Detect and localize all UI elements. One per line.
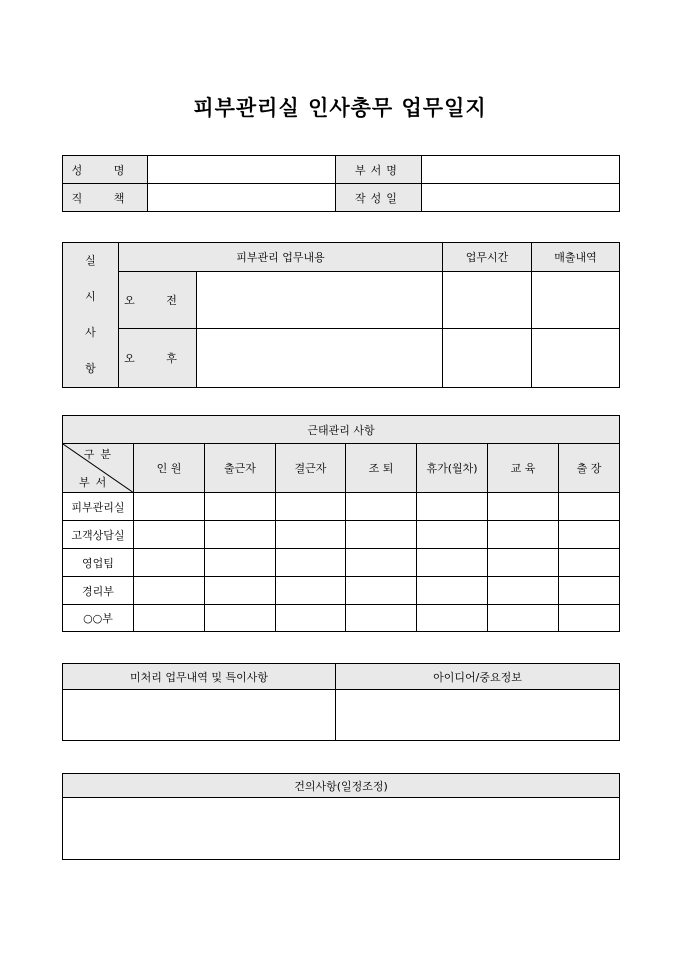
row-label: 피부관리실 [63,493,134,521]
cell[interactable] [205,577,276,605]
tasks-hours-header: 업무시간 [443,243,532,272]
cell[interactable] [417,493,488,521]
cell[interactable] [346,549,417,577]
col-header: 교 육 [488,444,559,493]
cell[interactable] [276,521,346,549]
cell[interactable] [205,521,276,549]
ideas-header: 아이디어/중요정보 [336,664,620,690]
table-row [63,521,620,549]
attendance-corner-header [63,444,134,493]
cell[interactable] [559,549,620,577]
col-header: 조 퇴 [346,444,417,493]
date-label: 작성일 [336,184,422,212]
cell[interactable] [276,493,346,521]
morning-label: 오 전 [119,271,197,329]
cell[interactable] [559,577,620,605]
cell[interactable] [346,493,417,521]
afternoon-content-field[interactable] [197,329,443,388]
cell[interactable] [346,605,417,632]
col-header: 휴가(월차) [417,444,488,493]
cell[interactable] [134,577,205,605]
cell[interactable] [417,521,488,549]
attendance-title: 근태관리 사항 [63,416,620,444]
cell[interactable] [205,493,276,521]
afternoon-sales-field[interactable] [532,329,620,388]
cell[interactable] [488,605,559,632]
row-label: ○○부 [63,605,134,632]
row-label: 경리부 [63,577,134,605]
cell[interactable] [276,577,346,605]
cell[interactable] [346,521,417,549]
corner-top-label: 구분 [83,448,117,461]
cell[interactable] [205,549,276,577]
afternoon-hours-field[interactable] [443,329,532,388]
position-label: 직 책 [63,184,148,212]
cell[interactable] [134,521,205,549]
cell[interactable] [488,521,559,549]
dept-label: 부서명 [336,156,422,184]
afternoon-label: 오 후 [119,329,197,388]
col-header: 출근자 [205,444,276,493]
ideas-field[interactable] [336,690,620,741]
row-label: 고객상담실 [63,521,134,549]
tasks-sales-header: 매출내역 [532,243,620,272]
position-field[interactable] [148,184,336,212]
name-label: 성 명 [63,156,148,184]
cell[interactable] [488,577,559,605]
cell[interactable] [276,549,346,577]
side-char: 항 [85,362,96,375]
table-row [63,549,620,577]
cell[interactable] [417,577,488,605]
morning-content-field[interactable] [197,271,443,329]
morning-hours-field[interactable] [443,271,532,329]
dept-field[interactable] [422,156,620,184]
row-label: 영업팀 [63,549,134,577]
info-table [62,155,620,212]
table-row [63,577,620,605]
cell[interactable] [559,493,620,521]
attendance-table [62,415,620,632]
page-title: 피부관리실 인사총무 업무일지 [193,96,487,120]
cell[interactable] [417,605,488,632]
morning-sales-field[interactable] [532,271,620,329]
cell[interactable] [488,493,559,521]
side-char: 시 [85,290,96,303]
cell[interactable] [276,605,346,632]
cell[interactable] [134,549,205,577]
cell[interactable] [488,549,559,577]
cell[interactable] [559,521,620,549]
side-char: 실 [85,254,96,267]
col-header: 결근자 [276,444,346,493]
suggestions-header: 건의사항(일정조정) [63,774,620,798]
suggestions-table [62,773,620,860]
cell[interactable] [134,605,205,632]
name-field[interactable] [148,156,336,184]
col-header: 인 원 [134,444,205,493]
cell[interactable] [417,549,488,577]
tasks-table [62,242,620,388]
table-row [63,605,620,632]
suggestions-field[interactable] [63,798,620,860]
tasks-content-header: 피부관리 업무내용 [119,243,443,272]
tasks-side-label [63,243,119,388]
pending-table [62,663,620,741]
pending-header: 미처리 업무내역 및 특이사항 [63,664,336,690]
table-row [63,493,620,521]
side-char: 사 [85,326,96,339]
col-header: 출 장 [559,444,620,493]
pending-field[interactable] [63,690,336,741]
cell[interactable] [346,577,417,605]
cell[interactable] [134,493,205,521]
cell[interactable] [205,605,276,632]
date-field[interactable] [422,184,620,212]
cell[interactable] [559,605,620,632]
corner-bottom-label: 부서 [79,476,113,489]
